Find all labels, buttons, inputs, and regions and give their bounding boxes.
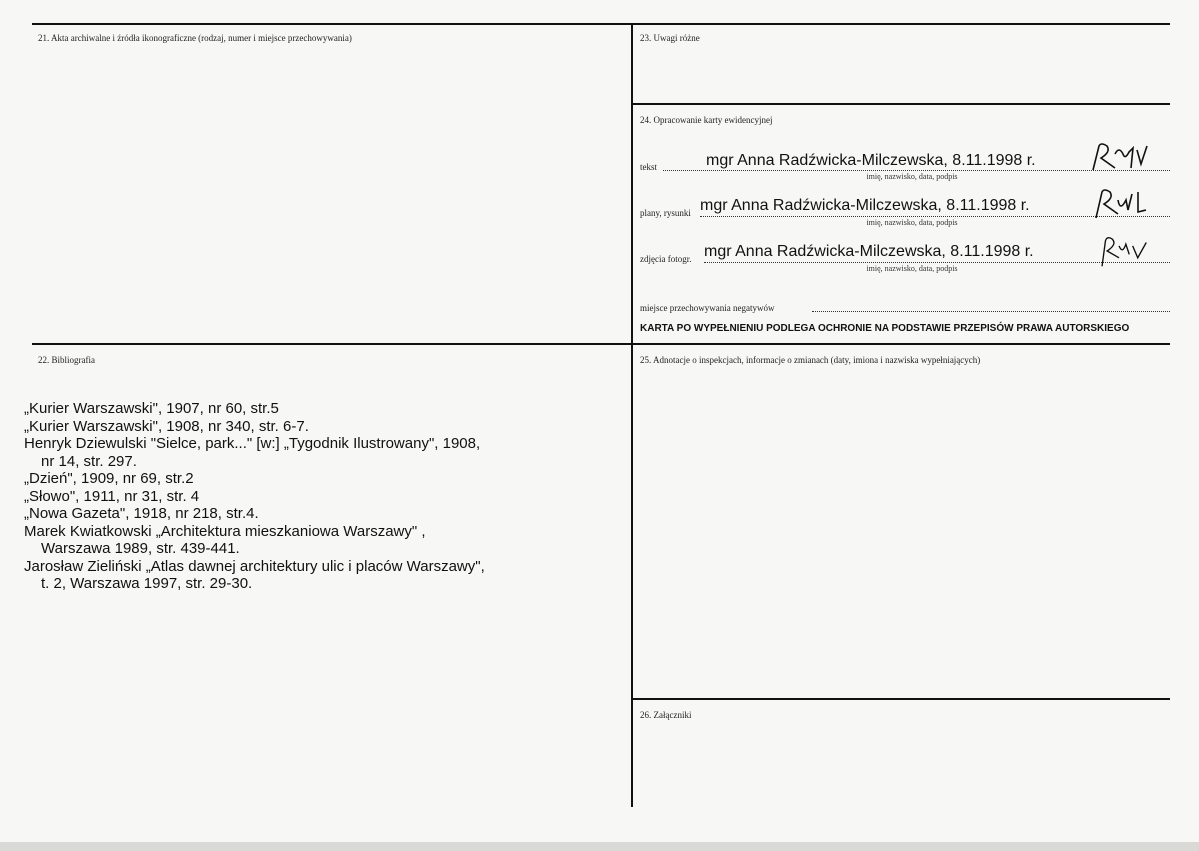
section-25-heading: 25. Adnotacje o inspekcjach, informacje o zmianach (daty, imiona i nazwiska wypełniających): [640, 355, 981, 365]
section-24-heading: 24. Opracowanie karty ewidencyjnej: [640, 115, 773, 125]
section-21-heading: 21. Akta archiwalne i źródła ikonograficzne (rodzaj, numer i miejsce przechowywania): [38, 33, 352, 43]
copyright-notice: KARTA PO WYPEŁNIENIU PODLEGA OCHRONIE NA PODSTAWIE PRZEPISÓW PRAWA AUTORSKIEGO: [640, 323, 1130, 334]
section-25-bottom-line: [632, 698, 1170, 700]
bibliography-entry-continuation: t. 2, Warszawa 1997, str. 29-30.: [41, 575, 253, 592]
row-author-text: mgr Anna Radźwicka-Milczewska, 8.11.1998 r.: [706, 152, 1036, 169]
section-26-heading: 26. Załączniki: [640, 710, 692, 720]
center-column-divider: [631, 23, 633, 807]
section-23-bottom-line: [632, 103, 1170, 105]
page-bottom-edge: [0, 842, 1199, 851]
signature-mark: [1088, 186, 1158, 220]
signature-mark: [1085, 140, 1155, 174]
bibliography-entry-continuation: nr 14, str. 297.: [41, 452, 137, 470]
bibliography-entry: „Nowa Gazeta", 1918, nr 218, str.4.: [24, 505, 259, 522]
row-caption: imię, nazwisko, data, podpis: [866, 172, 958, 181]
bibliography-entry: Henryk Dziewulski "Sielce, park..." [w:] „Tygodnik Ilustrowany", 1908,: [24, 435, 481, 452]
bibliography-entry: „Kurier Warszawski", 1907, nr 60, str.5: [24, 400, 279, 417]
row-caption: imię, nazwisko, data, podpis: [866, 264, 958, 273]
row-label-plans: plany, rysunki: [640, 208, 691, 218]
section-23-heading: 23. Uwagi różne: [640, 33, 700, 43]
bibliography-entry: Marek Kwiatkowski „Architektura mieszkaniowa Warszawy" ,: [24, 522, 426, 540]
row-author-photos: mgr Anna Radźwicka-Milczewska, 8.11.1998 r.: [704, 243, 1034, 260]
negatives-dotted-line: [812, 311, 1170, 312]
bibliography-entry: „Kurier Warszawski", 1908, nr 340, str. 6-7.: [24, 417, 309, 435]
row-caption: imię, nazwisko, data, podpis: [866, 218, 958, 227]
row-label-text: tekst: [640, 162, 657, 172]
top-border-line: [32, 23, 1170, 25]
bibliography-entry-continuation: Warszawa 1989, str. 439-441.: [41, 540, 240, 557]
section-22-heading: 22. Bibliografia: [38, 355, 95, 365]
signature-mark: [1090, 234, 1160, 268]
middle-divider-line: [32, 343, 1170, 345]
bibliography-list: [24, 400, 485, 593]
negatives-storage-label: miejsce przechowywania negatywów: [640, 303, 775, 313]
bibliography-entry: Jarosław Zieliński „Atlas dawnej architektury ulic i placów Warszawy",: [24, 557, 485, 575]
row-author-plans: mgr Anna Radźwicka-Milczewska, 8.11.1998 r.: [700, 197, 1030, 214]
bibliography-entry: „Słowo", 1911, nr 31, str. 4: [24, 487, 200, 505]
bibliography-entry: „Dzień", 1909, nr 69, str.2: [24, 470, 194, 487]
row-label-photos: zdjęcia fotogr.: [640, 254, 692, 264]
